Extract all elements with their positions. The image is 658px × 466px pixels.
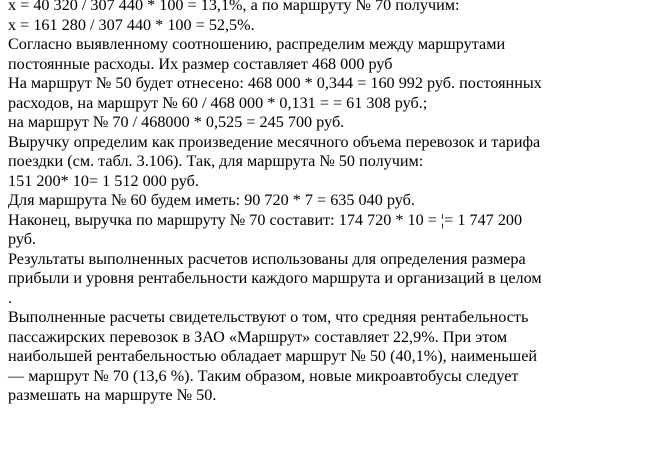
text-line-18: пассажирских перевозок в ЗАО «Маршрут» составляет 22,9%. При этом (8, 327, 508, 346)
text-line-12: Наконец, выручка по маршруту № 70 составит: 174 720 * 10 = ¦= 1 747 200 (8, 210, 523, 229)
text-line-8: Выручку определим как произведение месячного объема перевозок и тарифа (8, 132, 541, 151)
text-line-13: руб. (8, 230, 37, 248)
text-line-14: Результаты выполненных расчетов использованы для определения размера (8, 249, 526, 268)
text-line-21: размешать на маршруте № 50. (8, 386, 217, 404)
text-line-17: Выполненные расчеты свидетельствуют о том, что средняя рентабельность (8, 308, 529, 326)
text-line-11: Для маршрута № 60 будем иметь: 90 720 * 7 = 635 040 руб. (8, 191, 415, 209)
text-line-1: x = 40 320 / 307 440 * 100 = 13,1%, а по маршруту № 70 получим: (8, 0, 460, 14)
text-line-16: . (8, 288, 13, 307)
text-line-3: Согласно выявленному соотношению, распределим между маршрутами (8, 35, 506, 53)
text-line-7: на маршрут № 70 / 468000 * 0,525 = 245 700 руб. (8, 113, 345, 131)
text-line-20: — маршрут № 70 (13,6 %). Таким образом, новые микроавтобусы следует (8, 366, 519, 385)
text-line-19: наибольшей рентабельностью обладает маршрут № 50 (40,1%), наименьшей (8, 347, 538, 365)
text-line-10: 151 200* 10= 1 512 000 руб. (8, 171, 199, 190)
text-line-4: постоянные расходы. Их размер составляет 468 000 руб (8, 54, 393, 73)
text-line-5: На маршрут № 50 будет отнесено: 468 000 * 0,344 = 160 992 руб. постоянных (8, 74, 542, 92)
text-line-2: x = 161 280 / 307 440 * 100 = 52,5%. (8, 15, 255, 34)
text-line-9: поездки (см. табл. 3.106). Так, для маршрута № 50 получим: (8, 152, 424, 170)
text-line-6: расходов, на маршрут № 60 / 468 000 * 0,131 = = 61 308 руб.; (8, 93, 428, 112)
text-line-15: прибыли и уровня рентабельности каждого маршрута и организаций в целом (8, 269, 542, 287)
